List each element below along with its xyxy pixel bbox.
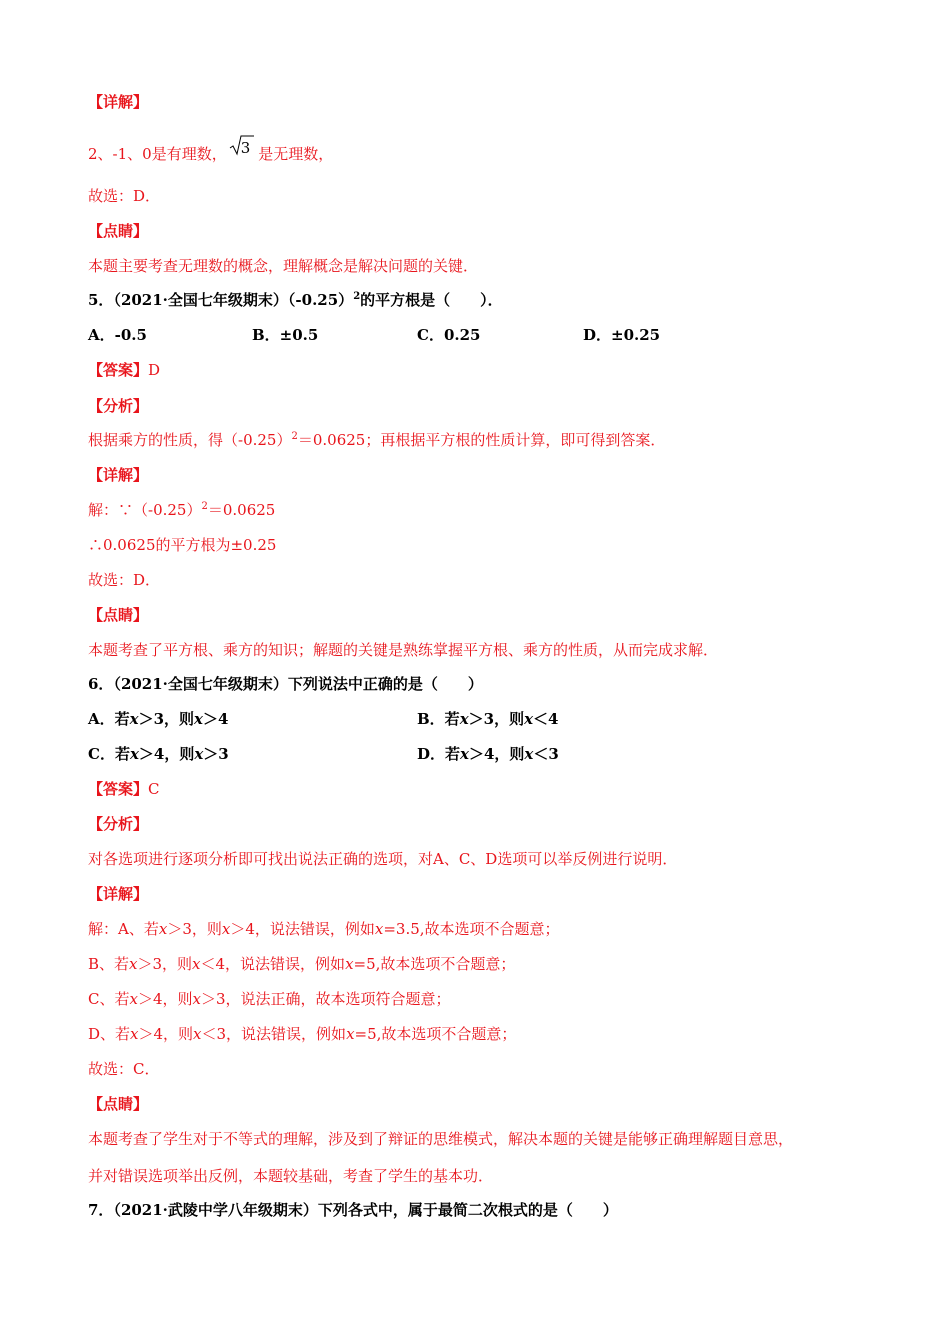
question-stem: 下列说法中正确的是（ ） bbox=[287, 675, 483, 693]
detail-1-pre: 解：∵（-0.25） bbox=[88, 501, 202, 519]
option-d bbox=[417, 744, 559, 764]
choice-line: 故选：D． bbox=[88, 187, 161, 205]
detail-1-post: ＝0.0625 bbox=[207, 501, 276, 519]
detail-part: =5,故本选项不合题意； bbox=[353, 955, 516, 973]
var-x: x bbox=[130, 1025, 139, 1043]
option-label: B．若 bbox=[417, 710, 460, 728]
comment-line: 本题考查了平方根、乘方的知识；解题的关键是熟练掌握平方根、乘方的性质，从而完成求解． bbox=[88, 641, 719, 659]
var-x: x bbox=[158, 920, 168, 938]
comment-line: 本题主要考查无理数的概念，理解概念是解决问题的关键． bbox=[88, 257, 479, 275]
answer-tag: 【答案】 bbox=[88, 780, 149, 798]
var-x: x bbox=[221, 920, 231, 938]
option-label: A．若 bbox=[88, 710, 130, 728]
detail-line-d bbox=[88, 1024, 516, 1044]
detail-part: ＜4，说法错误，例如 bbox=[200, 955, 346, 973]
analysis-line: 对各选项进行逐项分析即可找出说法正确的选项，对A、C、D选项可以举反例进行说明． bbox=[88, 850, 678, 868]
option-rel: ＜3 bbox=[533, 745, 559, 763]
answer-value: C bbox=[148, 780, 160, 798]
var-x: x bbox=[129, 955, 138, 973]
detail-text-post: 是无理数， bbox=[258, 145, 334, 163]
var-x: x bbox=[460, 745, 469, 763]
var-x: x bbox=[524, 710, 534, 728]
detail-part: C、若 bbox=[88, 990, 130, 1008]
option-b bbox=[417, 709, 558, 729]
stem-post: 的平方根是（ ）． bbox=[360, 291, 503, 309]
option-rel: ＞4 bbox=[202, 710, 229, 728]
detail-tag: 【详解】 bbox=[88, 885, 149, 903]
option-rel: ＞3 bbox=[203, 745, 229, 763]
option-rel: ＜4 bbox=[533, 710, 559, 728]
option-c: C．0.25 bbox=[417, 326, 481, 344]
option-rel: ＞3，则 bbox=[468, 710, 525, 728]
comment-tag: 【点睛】 bbox=[88, 606, 149, 624]
option-rel: ＞3，则 bbox=[138, 710, 195, 728]
option-c bbox=[88, 744, 229, 764]
sqrt-3 bbox=[231, 138, 255, 158]
detail-part: ＞3，则 bbox=[167, 920, 222, 938]
var-x: x bbox=[346, 1025, 355, 1043]
answer-value: D bbox=[148, 361, 161, 379]
choice-line: 故选：C． bbox=[88, 1060, 160, 1078]
analysis-tag: 【分析】 bbox=[88, 397, 149, 415]
analysis-sup: 2 bbox=[291, 431, 298, 442]
var-x: x bbox=[192, 990, 201, 1008]
detail-part: =5,故本选项不合题意； bbox=[354, 1025, 517, 1043]
stem-sup: 2 bbox=[353, 291, 361, 302]
analysis-pre: 根据乘方的性质，得（-0.25） bbox=[88, 431, 292, 449]
answer-line bbox=[88, 360, 160, 380]
detail-line-a bbox=[88, 919, 560, 939]
option-a: A．-0.5 bbox=[88, 326, 147, 344]
var-x: x bbox=[129, 745, 139, 763]
detail-part: ＞4，则 bbox=[137, 990, 193, 1008]
detail-part: ＞4，说法错误，例如 bbox=[230, 920, 375, 938]
detail-line-c bbox=[88, 989, 451, 1009]
option-d: D．±0.25 bbox=[583, 326, 661, 344]
detail-part: D、若 bbox=[88, 1025, 131, 1043]
detail-text-pre: 2、-1、0是有理数， bbox=[88, 145, 227, 163]
option-b: B．±0.5 bbox=[252, 326, 319, 344]
var-x: x bbox=[194, 710, 203, 728]
detail-part: ＞4，则 bbox=[138, 1025, 194, 1043]
analysis-line bbox=[88, 430, 665, 450]
comment-line-2: 并对错误选项举出反例，本题较基础，考查了学生的基本功． bbox=[88, 1167, 494, 1185]
detail-part: ＞3，说法正确，故本选项符合题意； bbox=[200, 990, 451, 1008]
stem-pre: （-0.25） bbox=[287, 291, 354, 309]
comment-line-1: 本题考查了学生对于不等式的理解，涉及到了辩证的思维模式，解决本题的关键是能够正确理解题目意思， bbox=[88, 1130, 794, 1148]
detail-part: B、若 bbox=[88, 955, 130, 973]
question-source: （2021·全国七年级期末） bbox=[113, 675, 288, 693]
detail-tag: 【详解】 bbox=[88, 93, 149, 111]
detail-line-b bbox=[88, 954, 515, 974]
var-x: x bbox=[192, 955, 201, 973]
analysis-post: ＝0.0625；再根据平方根的性质计算，即可得到答案． bbox=[297, 431, 666, 449]
question-source: （2021·武陵中学八年级期末） bbox=[113, 1201, 318, 1219]
answer-line bbox=[88, 779, 160, 799]
detail-1-sup: 2 bbox=[201, 501, 208, 512]
var-x: x bbox=[374, 920, 384, 938]
var-x: x bbox=[194, 745, 204, 763]
option-a bbox=[88, 709, 228, 729]
option-rel: ＞4，则 bbox=[138, 745, 195, 763]
var-x: x bbox=[524, 745, 534, 763]
detail-part: ＜3，说法错误，例如 bbox=[201, 1025, 347, 1043]
question-7-stem bbox=[88, 1200, 618, 1220]
detail-part: ＞3，则 bbox=[137, 955, 193, 973]
question-source: （2021·全国七年级期末） bbox=[113, 291, 288, 309]
choice-line: 故选：D． bbox=[88, 571, 161, 589]
question-stem: 下列各式中，属于最简二次根式的是（ ） bbox=[317, 1201, 618, 1219]
answer-tag: 【答案】 bbox=[88, 361, 149, 379]
question-number: 6． bbox=[88, 675, 114, 693]
var-x: x bbox=[129, 710, 139, 728]
option-rel: ＞4，则 bbox=[468, 745, 525, 763]
detail-part: =3.5,故本选项不合题意； bbox=[383, 920, 560, 938]
detail-tag: 【详解】 bbox=[88, 466, 149, 484]
comment-tag: 【点睛】 bbox=[88, 1095, 149, 1113]
var-x: x bbox=[193, 1025, 202, 1043]
option-label: D．若 bbox=[417, 745, 461, 763]
var-x: x bbox=[345, 955, 354, 973]
option-label: C．若 bbox=[88, 745, 130, 763]
detail-line-2: ∴0.0625的平方根为±0.25 bbox=[88, 536, 277, 554]
question-6-stem bbox=[88, 674, 483, 694]
question-5-stem bbox=[88, 290, 503, 310]
var-x: x bbox=[459, 710, 469, 728]
sqrt-radicand: 3 bbox=[240, 139, 251, 157]
analysis-tag: 【分析】 bbox=[88, 815, 149, 833]
detail-part: 解：A、若 bbox=[88, 920, 159, 938]
detail-line-1 bbox=[88, 500, 275, 520]
detail-line bbox=[88, 138, 333, 164]
var-x: x bbox=[129, 990, 138, 1008]
question-number: 7． bbox=[88, 1201, 114, 1219]
comment-tag: 【点睛】 bbox=[88, 222, 149, 240]
question-number: 5． bbox=[88, 291, 114, 309]
